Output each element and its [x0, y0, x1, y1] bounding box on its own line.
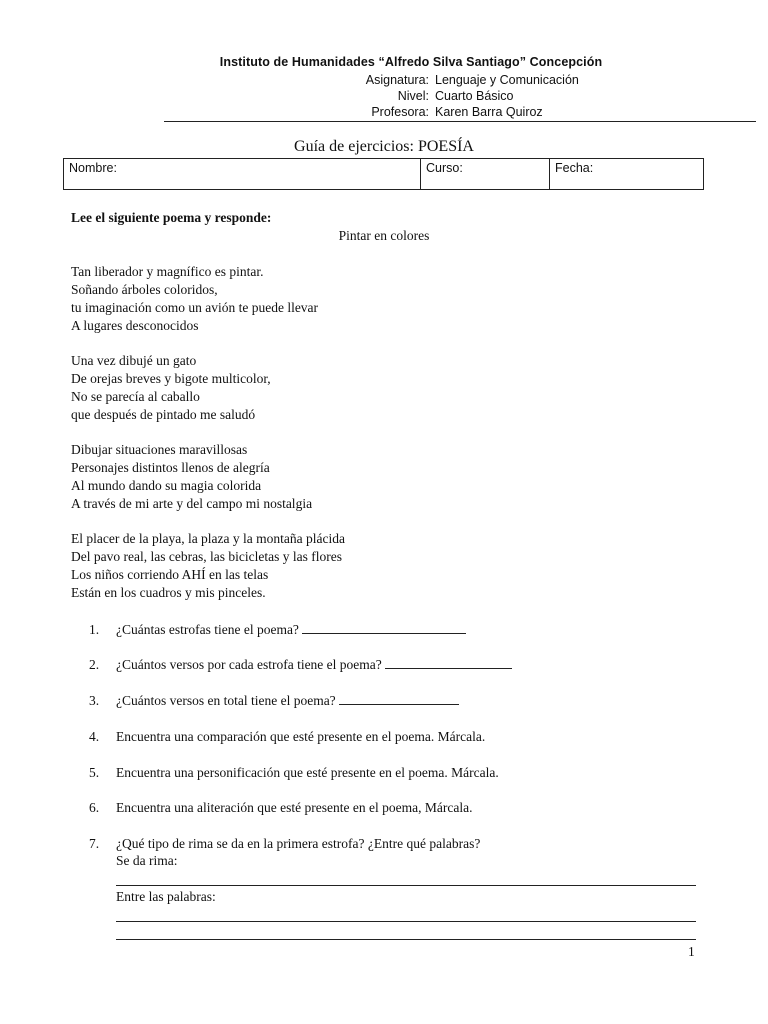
poem-verse: Están en los cuadros y mis pinceles. — [71, 585, 266, 600]
answer-blank[interactable] — [339, 692, 459, 705]
poem-verse: Personajes distintos llenos de alegría — [71, 460, 270, 475]
question-3 — [89, 692, 459, 709]
poem-verse: Una vez dibujé un gato — [71, 353, 197, 368]
poem-verse: De orejas breves y bigote multicolor, — [71, 371, 271, 386]
institution-name: Instituto de Humanidades “Alfredo Silva Santiago” Concepción — [219, 55, 603, 69]
poem-verse: tu imaginación como un avión te puede llevar — [71, 300, 319, 315]
header-divider — [164, 121, 756, 122]
question-number: 3. — [89, 693, 100, 708]
poem-title: Pintar en colores — [338, 228, 430, 243]
poem-verse: Soñando árboles coloridos, — [71, 282, 218, 297]
rhyme-label: Se da rima: — [116, 853, 178, 868]
page-number: 1 — [688, 944, 695, 959]
poem-verse: Dibujar situaciones maravillosas — [71, 442, 248, 457]
meta-subject — [0, 72, 768, 88]
meta-level-key: Nivel: — [397, 89, 429, 103]
poem-verse: Tan liberador y magnífico es pintar. — [71, 264, 264, 279]
question-text: Encuentra una personificación que esté presente en el poema. Márcala. — [116, 765, 499, 780]
question-number: 1. — [89, 622, 100, 637]
question-text: Encuentra una comparación que esté presente en el poema. Márcala. — [116, 729, 486, 744]
poem-stanza-2 — [71, 352, 271, 424]
question-1 — [89, 621, 466, 638]
course-field[interactable]: Curso: — [421, 159, 550, 189]
date-field[interactable]: Fecha: — [555, 161, 594, 175]
question-text: Encuentra una aliteración que esté presente en el poema, Márcala. — [116, 800, 473, 815]
question-number: 2. — [89, 657, 100, 672]
rhyme-answer-line[interactable] — [116, 885, 696, 886]
question-number: 6. — [89, 800, 100, 815]
page-title: Guía de ejercicios: POESÍA — [294, 138, 474, 155]
student-info-table — [63, 158, 704, 190]
question-text: ¿Cuántos versos por cada estrofa tiene el poema? — [116, 657, 382, 672]
meta-subject-key: Asignatura: — [365, 73, 429, 87]
question-6 — [89, 799, 472, 816]
question-number: 4. — [89, 729, 100, 744]
answer-blank[interactable] — [302, 621, 466, 634]
question-number: 7. — [89, 836, 100, 851]
question-5 — [89, 764, 499, 781]
question-text: ¿Qué tipo de rima se da en la primera estrofa? ¿Entre qué palabras? — [116, 836, 481, 851]
poem-verse: No se parecía al caballo — [71, 389, 200, 404]
words-answer-line-1[interactable] — [116, 921, 696, 922]
question-number: 5. — [89, 765, 100, 780]
poem-stanza-1 — [71, 263, 318, 335]
poem-stanza-3 — [71, 441, 312, 513]
words-answer-line-2[interactable] — [116, 939, 696, 940]
question-7 — [89, 835, 480, 852]
poem-verse: A través de mi arte y del campo mi nostalgia — [71, 496, 313, 511]
meta-teacher — [0, 104, 768, 120]
question-text: ¿Cuántas estrofas tiene el poema? — [116, 622, 299, 637]
instruction: Lee el siguiente poema y responde: — [71, 210, 272, 225]
poem-verse: Del pavo real, las cebras, las bicicletas y las flores — [71, 549, 343, 564]
words-label: Entre las palabras: — [116, 889, 216, 904]
meta-level — [0, 88, 768, 104]
meta-teacher-value: Karen Barra Quiroz — [435, 105, 543, 119]
poem-verse: que después de pintado me saludó — [71, 407, 256, 422]
meta-subject-value: Lenguaje y Comunicación — [435, 73, 579, 87]
question-4 — [89, 728, 485, 745]
name-field[interactable]: Nombre: — [64, 159, 421, 189]
meta-level-value: Cuarto Básico — [435, 89, 514, 103]
poem-verse: Los niños corriendo AHÍ en las telas — [71, 567, 269, 582]
question-text: ¿Cuántos versos en total tiene el poema? — [116, 693, 336, 708]
poem-verse: Al mundo dando su magia colorida — [71, 478, 262, 493]
question-2 — [89, 656, 512, 673]
poem-verse: El placer de la playa, la plaza y la montaña plácida — [71, 531, 345, 546]
poem-stanza-4 — [71, 530, 345, 602]
meta-teacher-key: Profesora: — [371, 105, 429, 119]
answer-blank[interactable] — [385, 656, 512, 669]
poem-verse: A lugares desconocidos — [71, 318, 199, 333]
